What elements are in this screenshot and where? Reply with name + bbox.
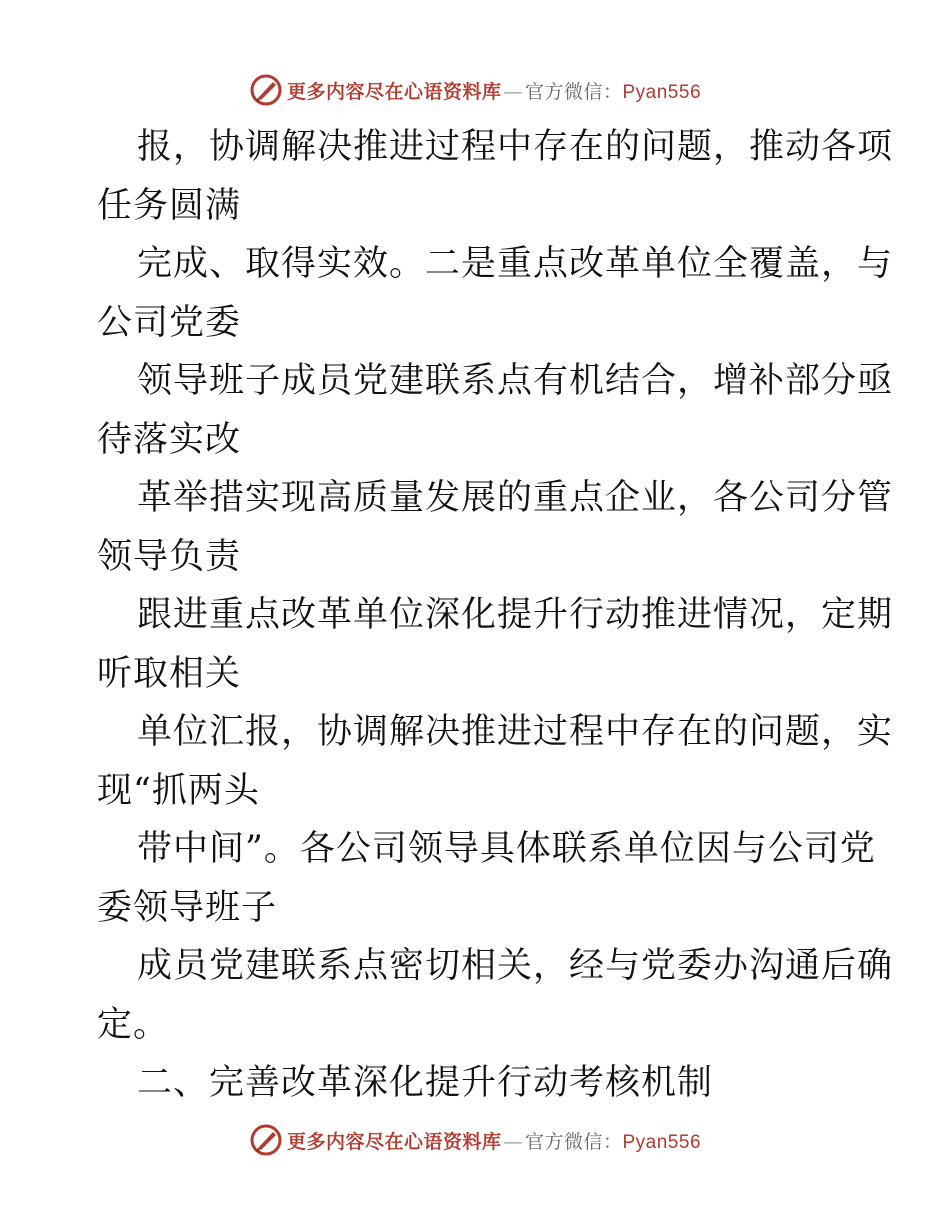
text-line: 待落实改 — [97, 419, 242, 460]
quill-pen-logo-icon — [249, 73, 283, 107]
text-line: 领导负责 — [97, 536, 242, 577]
text-line: 现“抓两头 — [97, 770, 260, 811]
text-line: 完成、取得实效。二是重点改革单位全覆盖，与 — [137, 244, 894, 284]
text-line: 定。 — [97, 1004, 170, 1045]
document-body — [97, 118, 894, 1113]
text-line: 带中间”。各公司领导具体联系单位因与公司党 — [137, 829, 876, 869]
text-line: 委领导班子 — [97, 887, 278, 928]
banner-wechat-label: 官方微信： — [524, 1130, 623, 1153]
banner-wechat-id: Pyan556 — [622, 1131, 702, 1153]
banner-wechat-label: 官方微信： — [524, 80, 623, 103]
text-line: 跟进重点改革单位深化提升行动推进情况，定期 — [137, 595, 894, 635]
quill-pen-logo-icon — [249, 1123, 283, 1157]
banner-main-text: 更多内容尽在心语资料库 — [286, 1130, 502, 1153]
header-banner — [0, 70, 950, 110]
banner-dash: — — [503, 1130, 523, 1153]
banner-text — [287, 77, 701, 104]
text-line: 报，协调解决推进过程中存在的问题，推动各项 — [137, 127, 894, 167]
text-line: 单位汇报，协调解决推进过程中存在的问题，实 — [137, 712, 894, 752]
banner-wechat-id: Pyan556 — [622, 81, 702, 103]
text-line: 任务圆满 — [97, 185, 242, 226]
footer-banner — [0, 1120, 950, 1160]
text-line: 领导班子成员党建联系点有机结合，增补部分亟 — [137, 361, 894, 401]
banner-dash: — — [503, 80, 523, 103]
text-line: 公司党委 — [97, 302, 242, 343]
section-heading: 二、完善改革深化提升行动考核机制 — [137, 1063, 714, 1103]
banner-main-text: 更多内容尽在心语资料库 — [286, 80, 502, 103]
banner-text — [287, 1127, 701, 1154]
text-line: 革举措实现高质量发展的重点企业，各公司分管 — [137, 478, 894, 518]
text-line: 听取相关 — [97, 653, 242, 694]
text-line: 成员党建联系点密切相关，经与党委办沟通后确 — [137, 946, 894, 986]
